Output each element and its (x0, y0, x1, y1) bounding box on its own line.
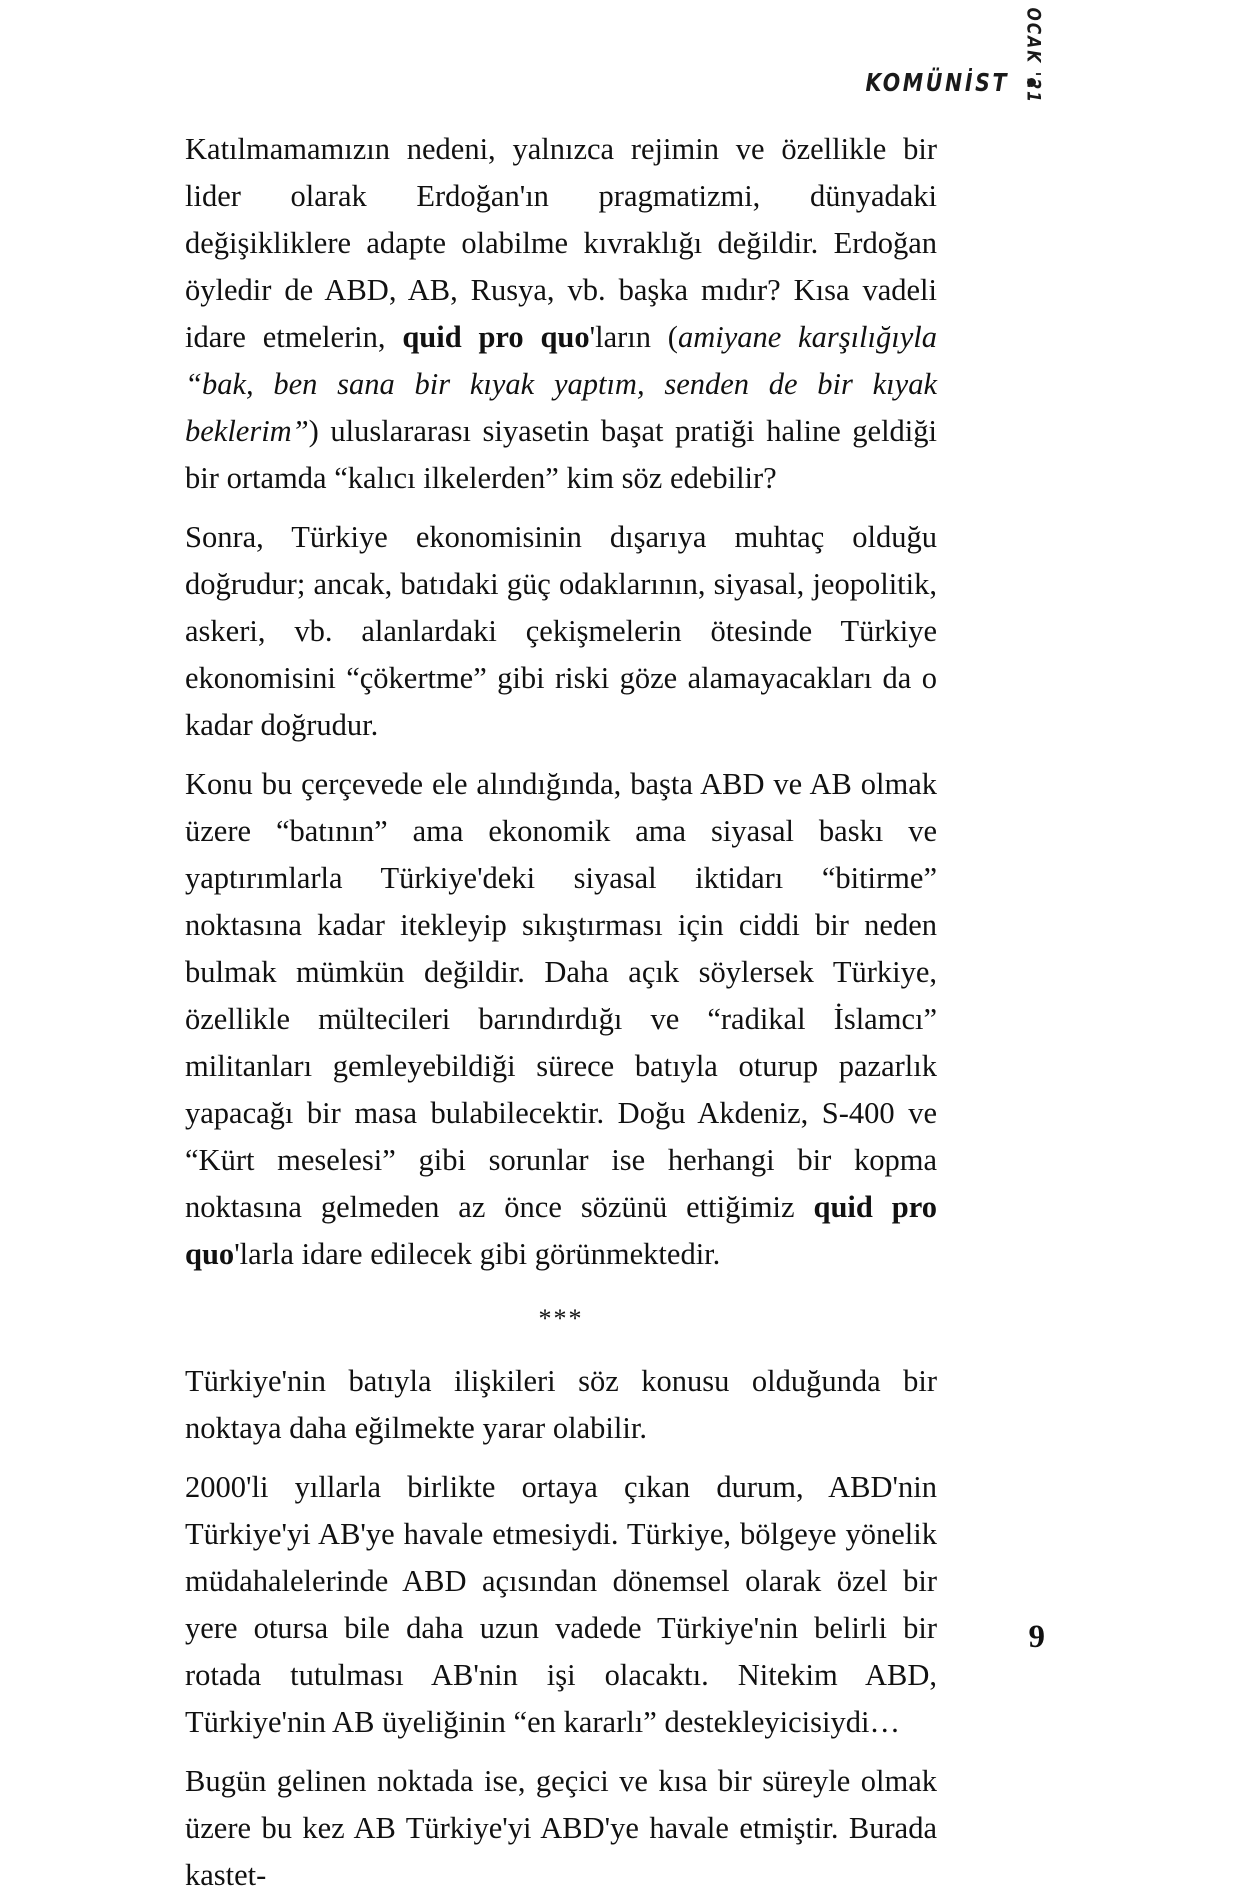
running-head-date: OCAK '21 (1023, 7, 1045, 105)
body-paragraph (185, 126, 937, 502)
text-run-normal: Türkiye'nin batıyla ilişkileri söz konusu olduğunda bir noktaya daha eğilmekte yarar olabilir. (185, 1364, 937, 1445)
running-head-title: KOMÜNİST (865, 67, 1009, 97)
text-run-italic: amiyane karşılığıyla “bak, ben sana bir kıyak yaptım, senden de bir kıyak beklerim” (185, 320, 937, 448)
text-run-normal: Sonra, Türkiye ekonomisinin dışarıya muhtaç olduğu doğrudur; ancak, batıdaki güç odaklarının, siyasal, jeopolitik, askeri, vb. alanlardaki çekişmelerin ötesinde Türkiye ekonomisini “çökertme” gibi riski göze alamayacakları da o kadar doğrudur. (185, 520, 937, 742)
running-head (834, 62, 1036, 102)
text-run-normal: 'ların ( (589, 320, 678, 354)
text-run-normal: ) uluslararası siyasetin başat pratiği haline geldiği bir ortamda “kalıcı ilkelerden” kim söz edebilir? (185, 414, 937, 495)
section-divider: *** (538, 1304, 584, 1333)
text-run-normal: 2000'li yıllarla birlikte ortaya çıkan durum, ABD'nin Türkiye'yi AB'ye havale etmesiydi. Türkiye, bölgeye yönelik müdahalelerinde ABD açısından dönemsel olarak özel bir yere otursa bile daha uzun vadede Türkiye'nin belirli bir rotada tutulması AB'nin işi olacaktı. Nitekim ABD, Türkiye'nin AB üyeliğinin “en kararlı” destekleyicisiydi… (185, 1470, 937, 1739)
text-column (185, 126, 937, 1899)
text-run-bold: quid pro quo (402, 320, 590, 354)
body-paragraph (185, 1358, 937, 1452)
body-paragraph (185, 514, 937, 749)
text-run-normal: Konu bu çerçevede ele alındığında, başta ABD ve AB olmak üzere “batının” ama ekonomik ama siyasal baskı ve yaptırımlarla Türkiye'deki siyasal iktidarı “bitirme” noktasına kadar itekleyip sıkıştırması için ciddi bir neden bulmak mümkün değildir. Daha açık söylersek Türkiye, özellikle mültecileri barındırdığı ve “radikal İslamcı” militanları gemleyebildiği sürece batıyla oturup pazarlık yapacağı bir masa bulabilecektir. Doğu Akdeniz, S-400 ve “Kürt meselesi” gibi sorunlar ise herhangi bir kopma noktasına gelmeden az önce sözünü ettiğimiz (185, 767, 937, 1224)
page-number: 9 (1028, 1619, 1045, 1655)
text-run-bold: quid pro quo (185, 1190, 937, 1271)
body-paragraph (185, 1758, 937, 1899)
body-paragraph (185, 1464, 937, 1746)
body-paragraph (185, 761, 937, 1278)
text-run-normal: Bugün gelinen noktada ise, geçici ve kısa bir süreyle olmak üzere bu kez AB Türkiye'yi ABD'ye havale etmiştir. Burada kastet- (185, 1764, 937, 1892)
text-run-normal: 'larla idare edilecek gibi görünmektedir. (234, 1237, 721, 1271)
text-run-normal: Katılmamamızın nedeni, yalnızca rejimin ve özellikle bir lider olarak Erdoğan'ın pragmatizmi, dünyadaki değişikliklere adapte olabilme kıvraklığı değildir. Erdoğan öyledir de ABD, AB, Rusya, vb. başka mıdır? Kısa vadeli idare etmelerin, (185, 132, 937, 354)
